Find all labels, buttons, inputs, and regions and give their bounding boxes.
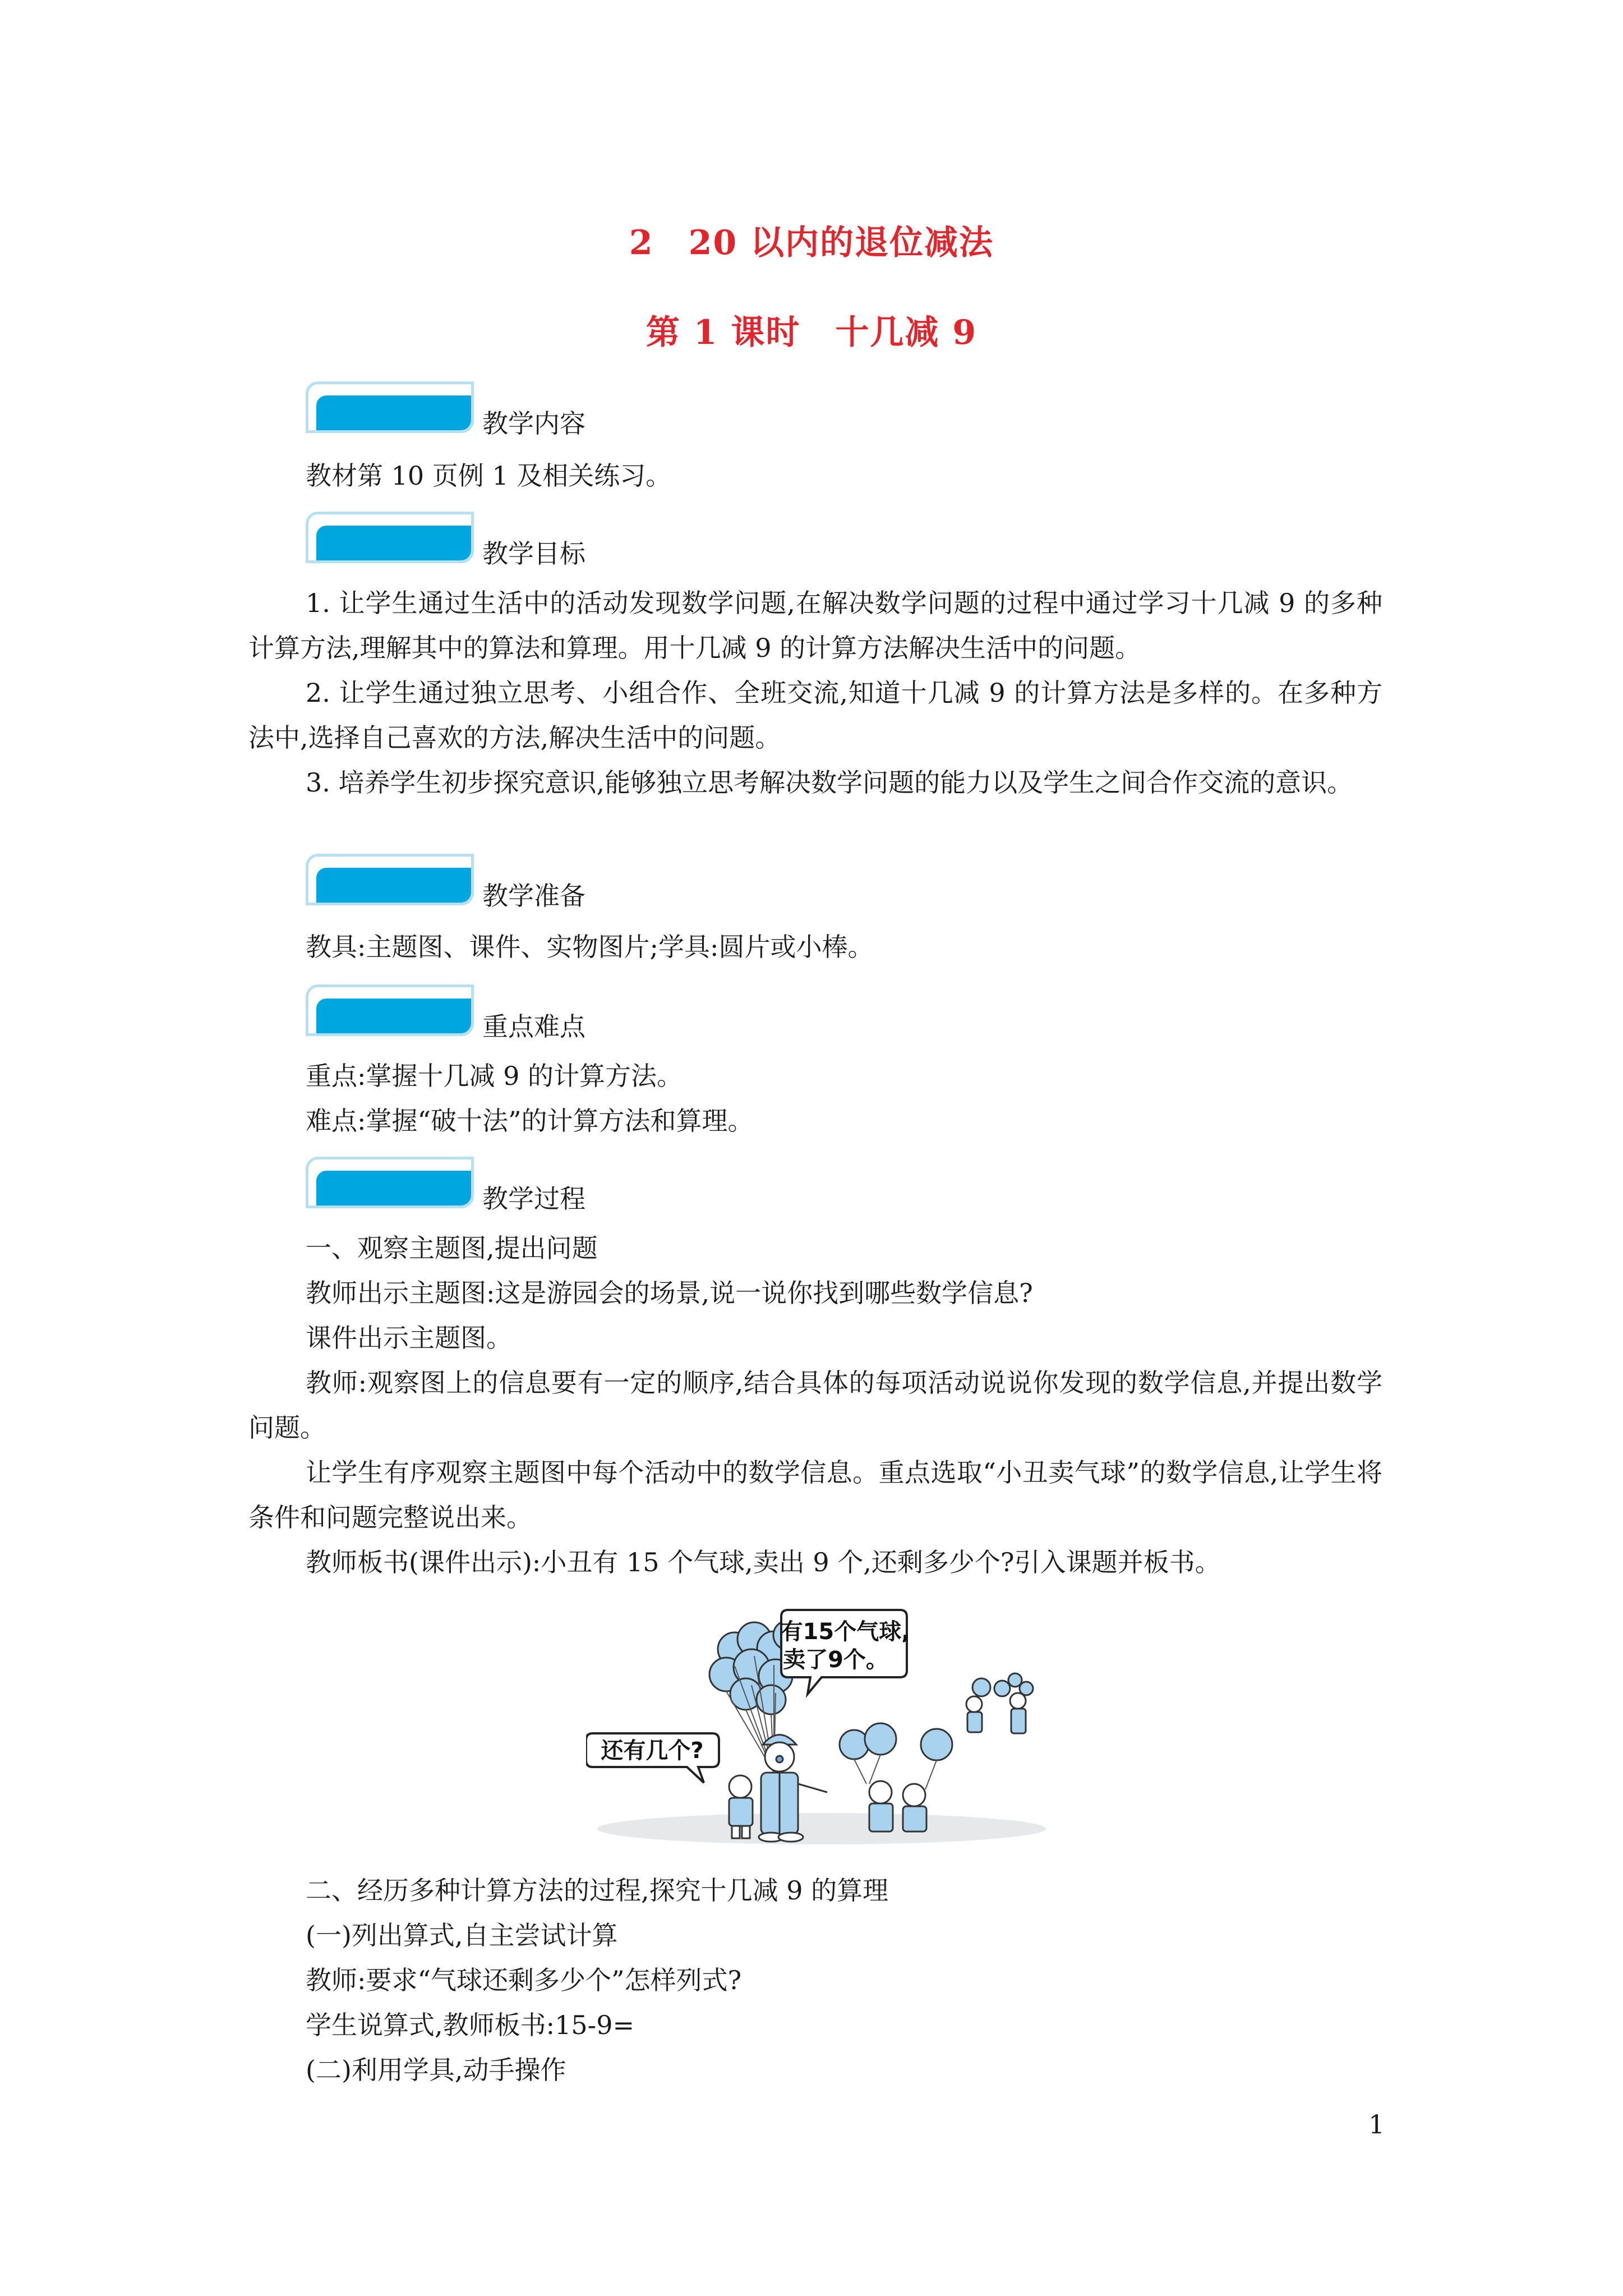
difficulty-line: 难点:掌握“破十法”的计算方法和算理。 [306, 1106, 754, 1136]
section-badge [306, 1157, 474, 1208]
keypoint-line: 重点:掌握十几减 9 的计算方法。 [306, 1061, 683, 1091]
clown-balloon-illustration [586, 1604, 1052, 1846]
balloon-cluster-right [840, 1673, 1033, 1760]
section-badge [306, 984, 474, 1036]
process-line: 课件出示主题图。 [306, 1323, 512, 1353]
process-line: 教师板书(课件出示):小丑有 15 个气球,卖出 9 个,还剩多少个?引入课题并板书。 [306, 1547, 1221, 1577]
lesson-title: 第 1 课时 十几减 9 [645, 313, 978, 352]
section-heading-process: 教学过程 [482, 1184, 585, 1214]
process-line: 教师:要求“气球还剩多少个”怎样列式? [306, 1965, 742, 1995]
content-line: 教材第 10 页例 1 及相关练习。 [306, 461, 672, 491]
bubble-clown-line1: 有15个气球, [780, 1619, 910, 1645]
process-step2-sub1: (一)列出算式,自主尝试计算 [306, 1920, 618, 1950]
section-heading-content: 教学内容 [482, 408, 585, 439]
speech-bubble-clown [781, 1610, 910, 1694]
speech-bubble-kid [586, 1733, 719, 1783]
process-paragraph: 让学生有序观察主题图中每个活动中的数学信息。重点选取“小丑卖气球”的数学信息,让学生将条件和问题完整说出来。 [248, 1457, 1382, 1533]
process-step1-title: 一、观察主题图,提出问题 [306, 1233, 598, 1263]
unit-title: 2 20 以内的退位减法 [629, 223, 994, 263]
goal-paragraph-3: 3. 培养学生初步探究意识,能够独立思考解决数学问题的能力以及学生之间合作交流的意识。 [306, 767, 1353, 798]
process-step2-sub2: (二)利用学具,动手操作 [306, 2055, 566, 2085]
section-heading-keypoints: 重点难点 [482, 1011, 585, 1042]
goal-paragraph-2: 2. 让学生通过独立思考、小组合作、全班交流,知道十几减 9 的计算方法是多样的。在多种方法中,选择自己喜欢的方法,解决生活中的问题。 [248, 678, 1382, 753]
process-step2-title: 二、经历多种计算方法的过程,探究十几减 9 的算理 [306, 1875, 889, 1906]
bubble-clown-line2: 卖了9个。 [783, 1647, 888, 1673]
process-line: 学生说算式,教师板书:15-9= [306, 2010, 635, 2040]
process-line: 教师出示主题图:这是游园会的场景,说一说你找到哪些数学信息? [306, 1278, 1033, 1308]
section-heading-prep: 教学准备 [482, 881, 585, 911]
section-badge [306, 854, 474, 905]
kids-group [869, 1693, 1026, 1832]
goal-paragraph-1: 1. 让学生通过生活中的活动发现数学问题,在解决数学问题的过程中通过学习十几减 9 的多种计算方法,理解其中的算法和算理。用十几减 9 的计算方法解决生活中的问题。 [248, 588, 1382, 663]
section-badge [306, 381, 474, 433]
page-number: 1 [1368, 2109, 1385, 2139]
bubble-kid-text: 还有几个? [601, 1738, 704, 1764]
section-heading-goals: 教学目标 [482, 539, 585, 569]
section-badge [306, 512, 474, 563]
process-paragraph: 教师:观察图上的信息要有一定的顺序,结合具体的每项活动说说你发现的数学信息,并提出数学问题。 [248, 1368, 1382, 1443]
prep-line: 教具:主题图、课件、实物图片;学具:圆片或小棒。 [306, 932, 874, 962]
